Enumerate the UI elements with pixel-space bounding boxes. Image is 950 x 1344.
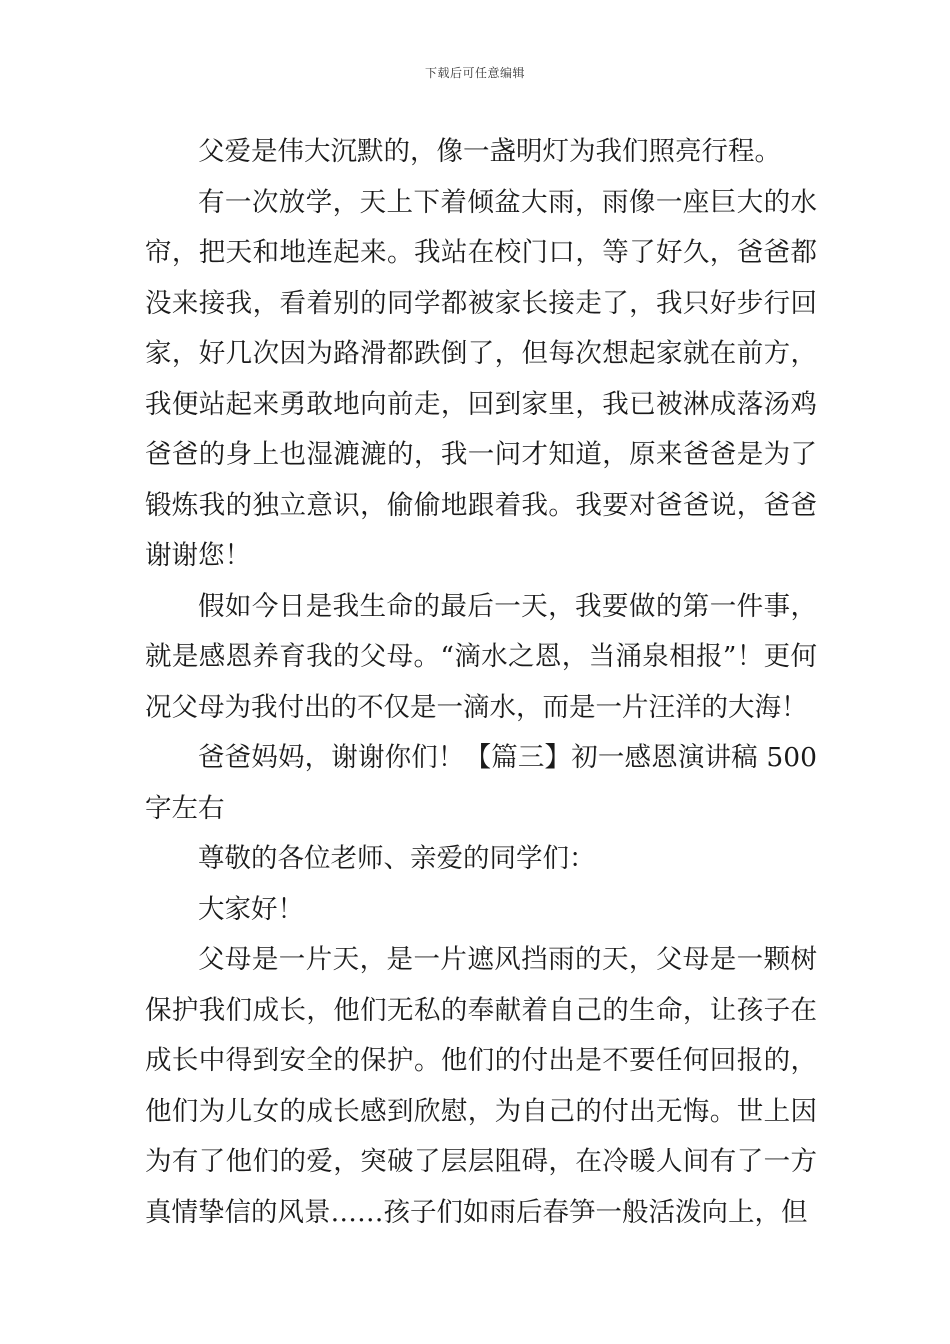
paragraph-4: 爸爸妈妈，谢谢你们！【篇三】初一感恩演讲稿 500 字左右 <box>145 742 817 824</box>
paragraph-3: 假如今日是我生命的最后一天，我要做的第一件事，就是感恩养育我的父母。“滴水之恩，当涌泉相报”！更何况父母为我付出的不仅是一滴水，而是一片汪洋的大海！ <box>145 590 817 723</box>
paragraph-5: 尊敬的各位老师、亲爱的同学们： <box>198 843 596 874</box>
paragraph-6: 大家好！ <box>198 893 304 925</box>
paragraph-1: 父爱是伟大沉默的，像一盏明灯为我们照亮行程。 <box>198 136 781 167</box>
paragraph-7: 父母是一片天，是一片遮风挡雨的天，父母是一颗树保护我们成长，他们无私的奉献着自己的生命，让孩子在成长中得到安全的保护。他们的付出是不要任何回报的，他们为儿女的成长感到欣慰，为自己的付出无悔。世上因为有了他们的爱，突破了层层阻碍，在冷暖人间有了一方真情挚信的风景……孩子们如雨后春笋一般活泼向上，但 <box>145 944 817 1228</box>
page-header-note: 下载后可任意编辑 <box>424 66 525 80</box>
paragraph-2: 有一次放学，天上下着倾盆大雨，雨像一座巨大的水帘，把天和地连起来。我站在校门口，等了好久，爸爸都没来接我，看着别的同学都被家长接走了，我只好步行回家，好几次因为路滑都跌倒了，但每次想起家就在前方，我便站起来勇敢地向前走，回到家里，我已被淋成落汤鸡爸爸的身上也湿漉漉的，我一问才知道，原来爸爸是为了锻炼我的独立意识，偷偷地跟着我。我要对爸爸说，爸爸谢谢您！ <box>145 186 817 571</box>
document-body <box>145 127 817 1238</box>
